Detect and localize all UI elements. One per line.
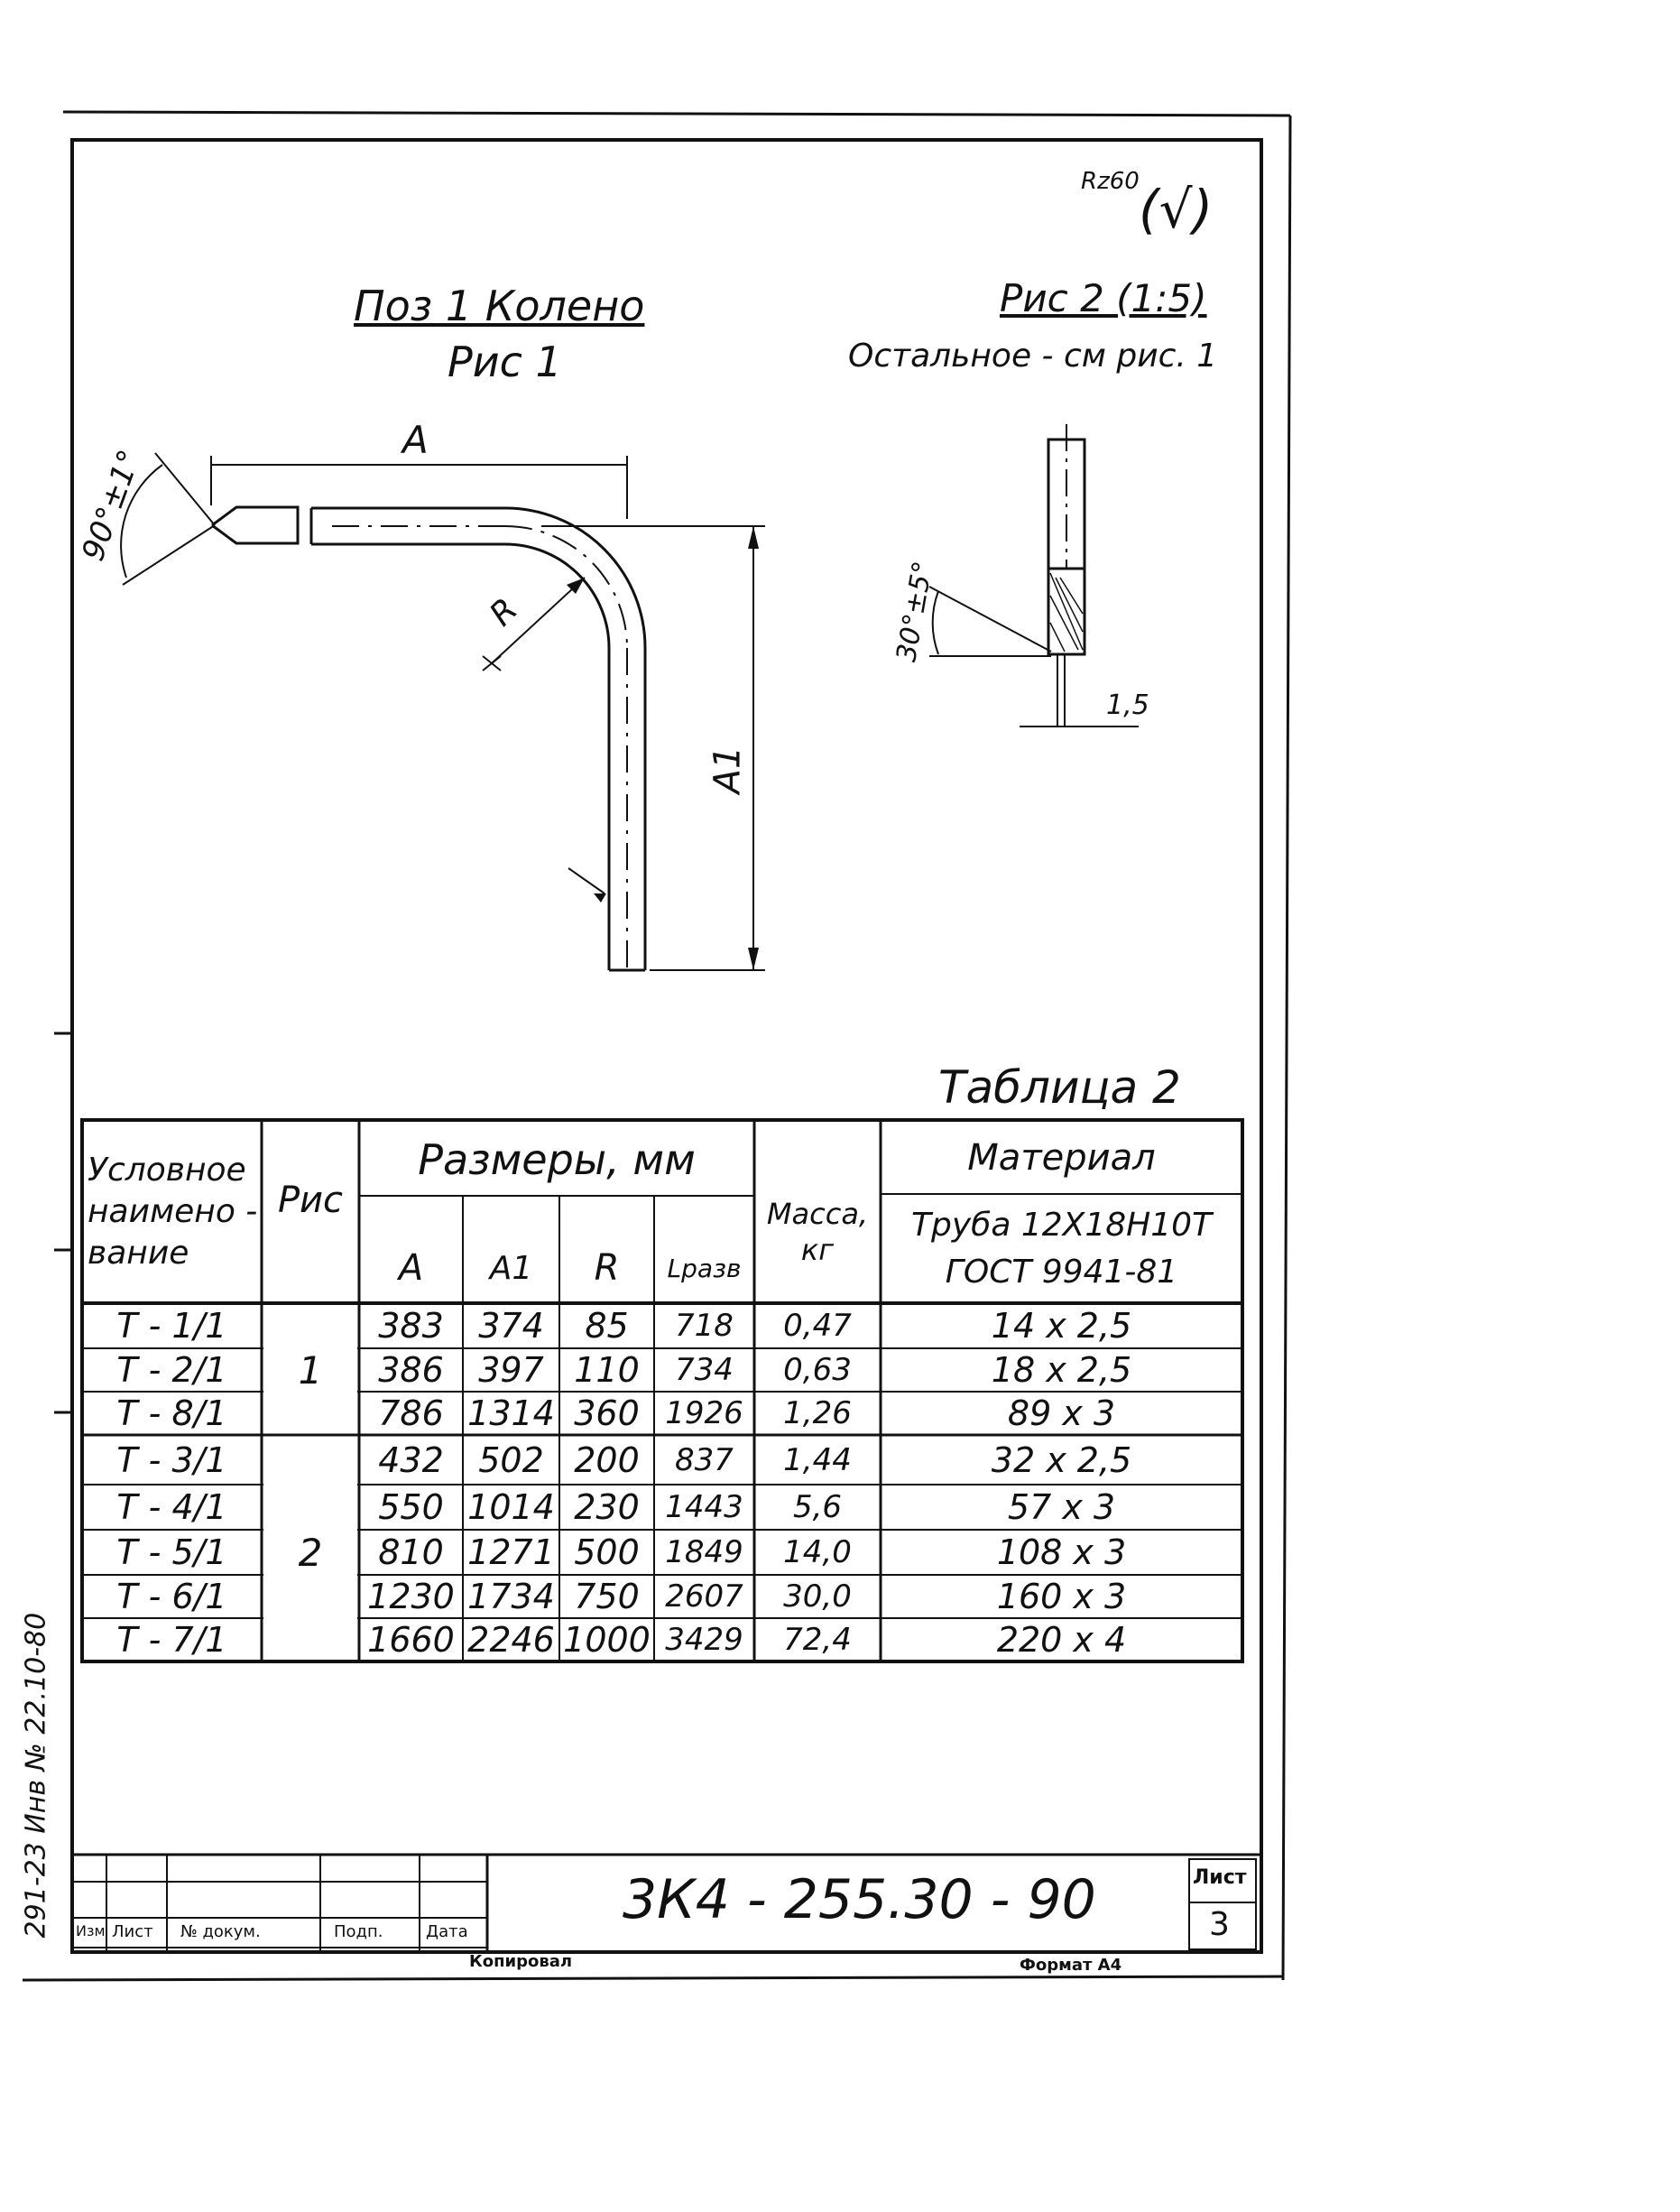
- roughness-bracket: (√): [1139, 179, 1214, 240]
- col-docnum: № докум.: [180, 1922, 261, 1941]
- roughness-mark: Rz60: [1081, 168, 1140, 195]
- cell-mass: 5,6: [792, 1489, 843, 1525]
- header-material: Материал: [967, 1137, 1156, 1179]
- cell-a: 383: [378, 1306, 444, 1346]
- cell-a1: 374: [478, 1306, 544, 1346]
- col-date: Дата: [426, 1922, 468, 1941]
- header-name-l3: вание: [88, 1235, 189, 1272]
- fig-group-1: 1: [298, 1347, 323, 1393]
- cell-a1: 1314: [467, 1393, 555, 1433]
- header-name-l2: наимено -: [88, 1193, 258, 1230]
- fig1-angle: 90°±1°: [75, 445, 149, 566]
- cell-a1: 1734: [467, 1577, 555, 1616]
- col-sign: Подп.: [334, 1922, 383, 1941]
- fig2-pipe-end-drawing: [929, 424, 1139, 727]
- cell-r: 360: [574, 1393, 640, 1433]
- fig2-title: Рис 2 (1:5): [1000, 276, 1207, 320]
- cell-mass: 72,4: [783, 1622, 852, 1658]
- fig1-title: Поз 1 Колено: [354, 282, 645, 330]
- copied-label: Копировал: [469, 1952, 573, 1971]
- cell-r: 1000: [563, 1620, 651, 1660]
- cell-l: 837: [675, 1441, 734, 1478]
- cell-mass: 1,44: [783, 1441, 852, 1478]
- cell-l: 1849: [665, 1534, 743, 1570]
- cell-r: 200: [574, 1439, 640, 1480]
- cell-a: 1230: [367, 1577, 455, 1616]
- header-dims: Размеры, мм: [418, 1135, 696, 1184]
- cell-a1: 2246: [467, 1620, 555, 1660]
- header-pipe-l1: Труба 12Х18Н10Т: [911, 1207, 1212, 1244]
- cell-a: 550: [378, 1487, 444, 1527]
- header-fig: Рис: [277, 1180, 344, 1221]
- header-mass-l2: кг: [800, 1233, 835, 1267]
- fig2-subtitle: Остальное - см рис. 1: [848, 338, 1218, 375]
- cell-a: 810: [378, 1532, 444, 1572]
- cell-name: Т - 8/1: [116, 1393, 227, 1433]
- cell-a: 386: [378, 1350, 444, 1390]
- header-mass: [754, 1182, 881, 1282]
- header-pipe: [881, 1196, 1242, 1302]
- cell-mass: 0,63: [783, 1352, 852, 1388]
- header-pipe-l2: ГОСТ 9941-81: [945, 1254, 1178, 1291]
- cell-r: 85: [585, 1306, 629, 1346]
- cell-l: 734: [675, 1352, 734, 1388]
- side-stamp: 291-23 Инв № 22.10-80: [20, 1612, 52, 1939]
- fig-group-2: 2: [298, 1530, 323, 1575]
- cell-a1: 397: [478, 1350, 544, 1390]
- cell-mass: 30,0: [783, 1578, 852, 1615]
- cell-mass: 0,47: [783, 1308, 852, 1344]
- header-a: A: [398, 1247, 424, 1289]
- cell-pipe: 160 х 3: [996, 1577, 1127, 1616]
- cell-name: Т - 4/1: [116, 1487, 227, 1527]
- cell-a1: 502: [478, 1439, 544, 1480]
- cell-l: 3429: [665, 1622, 743, 1658]
- header-name-l1: Условное: [88, 1152, 246, 1189]
- cell-pipe: 18 х 2,5: [991, 1350, 1132, 1390]
- fig1-dim-a: A: [402, 418, 429, 462]
- cell-pipe: 108 х 3: [996, 1532, 1127, 1572]
- col-izm: Изм: [76, 1922, 106, 1939]
- cell-a1: 1271: [467, 1532, 555, 1572]
- fig1-elbow-drawing: [121, 453, 765, 970]
- cell-pipe: 14 х 2,5: [991, 1306, 1132, 1346]
- fig1-dim-r: R: [483, 591, 525, 634]
- table-caption: Таблица 2: [938, 1061, 1181, 1114]
- cell-r: 110: [574, 1350, 640, 1390]
- sheet-number: 3: [1209, 1906, 1230, 1943]
- cell-name: Т - 6/1: [116, 1577, 227, 1616]
- header-l: Lразв: [667, 1253, 742, 1283]
- cell-a: 1660: [367, 1620, 455, 1660]
- cell-name: Т - 1/1: [116, 1306, 227, 1346]
- cell-pipe: 220 х 4: [996, 1620, 1127, 1660]
- cell-mass: 1,26: [783, 1395, 852, 1431]
- fig1-subtitle: Рис 1: [448, 338, 562, 386]
- cell-pipe: 32 х 2,5: [991, 1439, 1132, 1480]
- header-name: [82, 1135, 267, 1289]
- cell-name: Т - 7/1: [116, 1620, 227, 1660]
- cell-name: Т - 2/1: [116, 1350, 227, 1390]
- cell-l: 718: [675, 1308, 734, 1344]
- cell-mass: 14,0: [783, 1534, 852, 1570]
- cell-r: 750: [574, 1577, 640, 1616]
- format-label: Формат А4: [1020, 1956, 1122, 1975]
- cell-l: 1443: [665, 1489, 743, 1525]
- cell-a: 432: [378, 1439, 444, 1480]
- sheet-frame: [20, 112, 1290, 1980]
- header-mass-l1: Масса,: [766, 1197, 869, 1231]
- fig2-gap: 1,5: [1106, 690, 1149, 721]
- cell-r: 230: [574, 1487, 640, 1527]
- cell-r: 500: [574, 1532, 640, 1572]
- header-a1: A1: [489, 1249, 533, 1287]
- sheet-label: Лист: [1193, 1866, 1247, 1889]
- cell-name: Т - 5/1: [116, 1532, 227, 1572]
- doc-number: 3К4 - 255.30 - 90: [623, 1868, 1096, 1931]
- header-r: R: [594, 1247, 620, 1289]
- cell-pipe: 57 х 3: [1007, 1487, 1116, 1527]
- col-list: Лист: [112, 1922, 153, 1941]
- cell-a: 786: [378, 1393, 444, 1433]
- cell-name: Т - 3/1: [116, 1439, 227, 1480]
- cell-pipe: 89 х 3: [1007, 1393, 1116, 1433]
- cell-l: 2607: [665, 1578, 743, 1615]
- fig2-angle: 30°±5°: [891, 559, 940, 664]
- fig1-dim-a1: A1: [706, 745, 749, 794]
- cell-l: 1926: [665, 1395, 743, 1431]
- cell-a1: 1014: [467, 1487, 555, 1527]
